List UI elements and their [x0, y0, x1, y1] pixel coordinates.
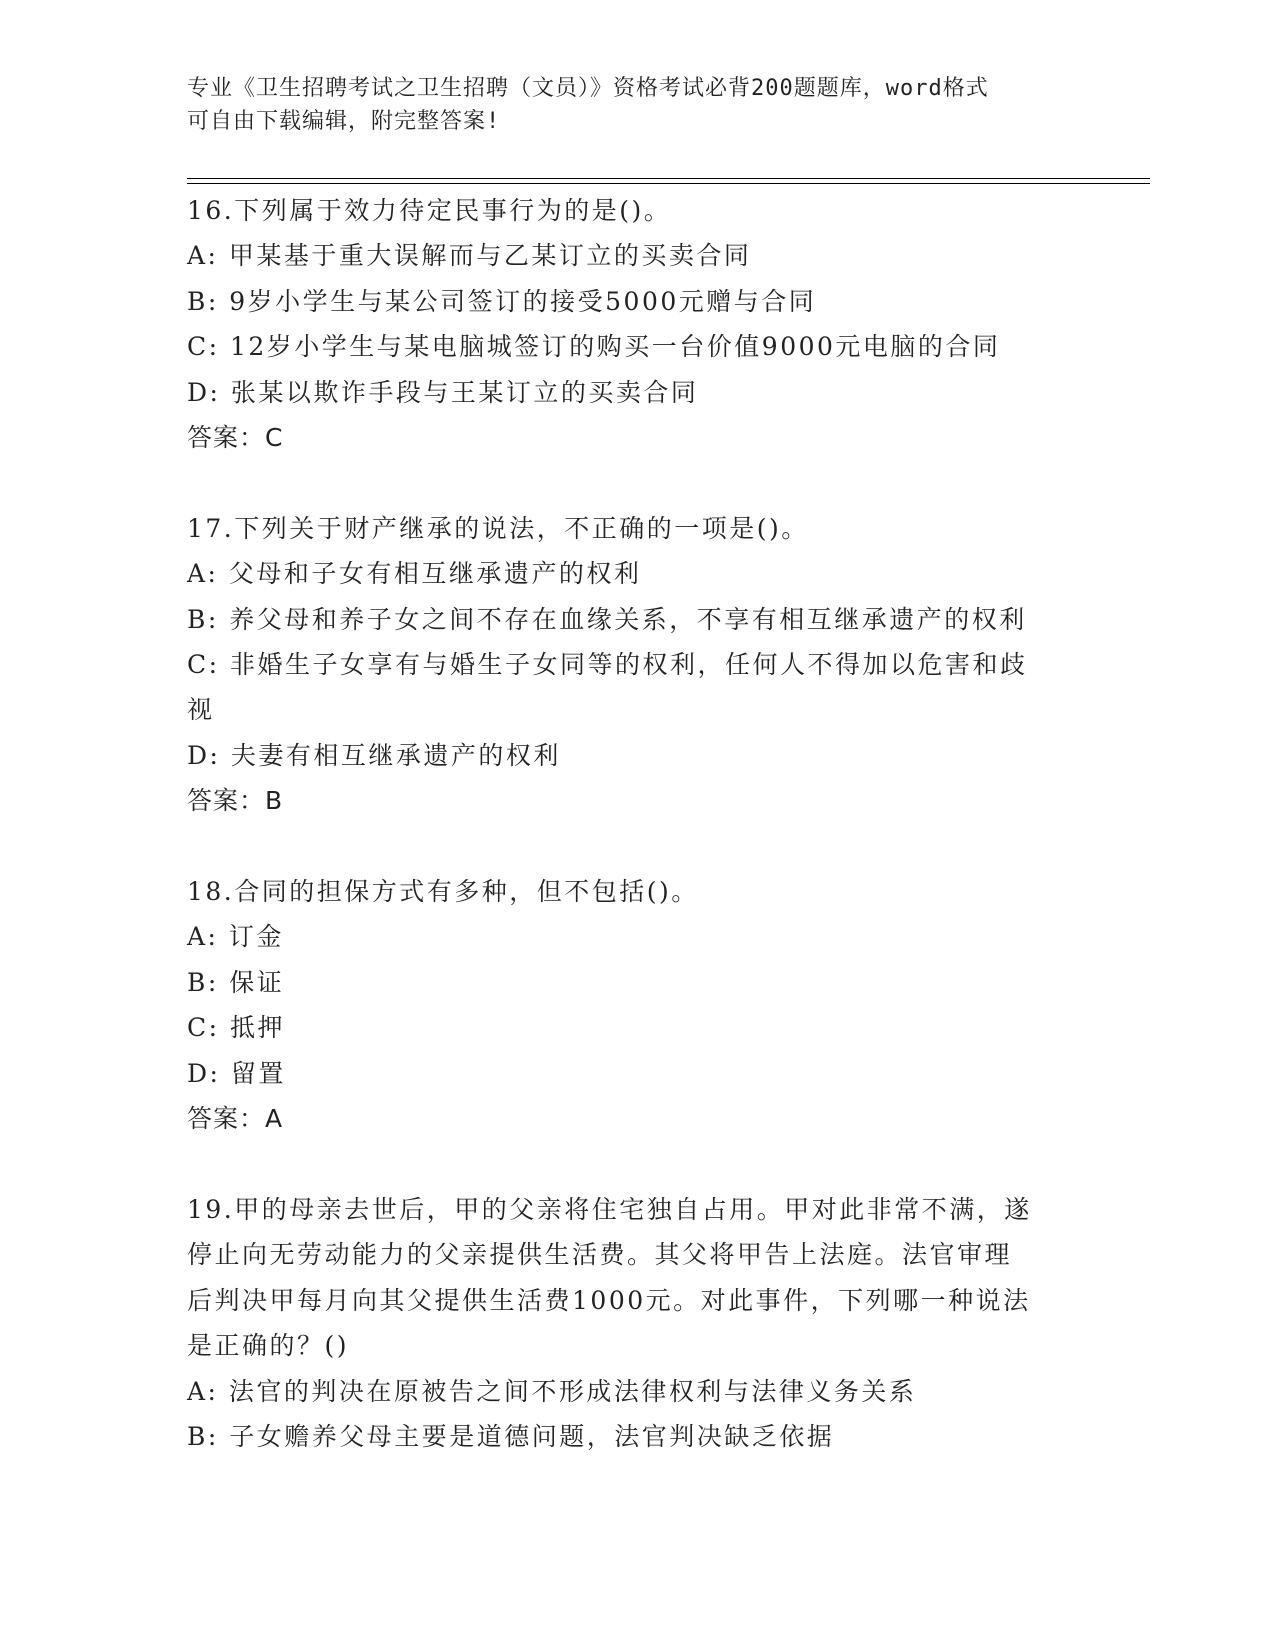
question-stem: 18.合同的担保方式有多种，但不包括()。 [187, 877, 699, 907]
answer-line: 答案：B [187, 786, 284, 816]
question-17 [187, 506, 1067, 824]
option-a: A: 甲某基于重大误解而与乙某订立的买卖合同 [187, 241, 752, 271]
document-header [187, 72, 1067, 138]
question-18 [187, 869, 1067, 1141]
option-a: A: 法官的判决在原被告之间不形成法律权利与法律义务关系 [187, 1376, 917, 1406]
question-stem-continued: 停止向无劳动能力的父亲提供生活费。其父将甲告上法庭。法官审理 [187, 1240, 1013, 1270]
option-c-continued: 视 [187, 695, 215, 725]
question-16 [187, 188, 1067, 460]
option-b: B: 保证 [187, 967, 285, 997]
header-line: 专业《卫生招聘考试之卫生招聘（文员）》资格考试必背200题题库，word格式 [187, 76, 989, 101]
option-d: D: 留置 [187, 1058, 286, 1088]
answer-line: 答案：A [187, 1104, 284, 1134]
header-line: 可自由下载编辑，附完整答案! [187, 109, 501, 134]
question-list [187, 188, 1067, 1505]
question-stem: 19.甲的母亲去世后，甲的父亲将住宅独自占用。甲对此非常不满，遂 [187, 1194, 1032, 1224]
option-a: A: 父母和子女有相互继承遗产的权利 [187, 559, 642, 589]
option-c: C: 抵押 [187, 1013, 285, 1043]
option-c: C: 12岁小学生与某电脑城签订的购买一台价值9000元电脑的合同 [187, 332, 1001, 362]
option-b: B: 9岁小学生与某公司签订的接受5000元赠与合同 [187, 286, 817, 316]
option-a: A: 订金 [187, 922, 284, 952]
question-stem: 16.下列属于效力待定民事行为的是()。 [187, 196, 672, 225]
option-d: D: 夫妻有相互继承遗产的权利 [187, 740, 561, 770]
option-c: C: 非婚生子女享有与婚生子女同等的权利，任何人不得加以危害和歧 [187, 650, 1028, 680]
option-b: B: 子女赡养父母主要是道德问题，法官判决缺乏依据 [187, 1421, 835, 1451]
question-stem: 17.下列关于财产继承的说法，不正确的一项是()。 [187, 513, 809, 543]
question-stem-continued: 是正确的？() [187, 1331, 350, 1361]
question-19 [187, 1187, 1067, 1459]
header-divider [187, 183, 1150, 184]
answer-line: 答案：C [187, 423, 284, 453]
header-divider [187, 178, 1150, 179]
option-d: D: 张某以欺诈手段与王某订立的买卖合同 [187, 377, 699, 407]
question-stem-continued: 后判决甲每月向其父提供生活费1000元。对此事件，下列哪一种说法 [187, 1285, 1031, 1315]
option-b: B: 养父母和养子女之间不存在血缘关系，不享有相互继承遗产的权利 [187, 604, 1027, 634]
